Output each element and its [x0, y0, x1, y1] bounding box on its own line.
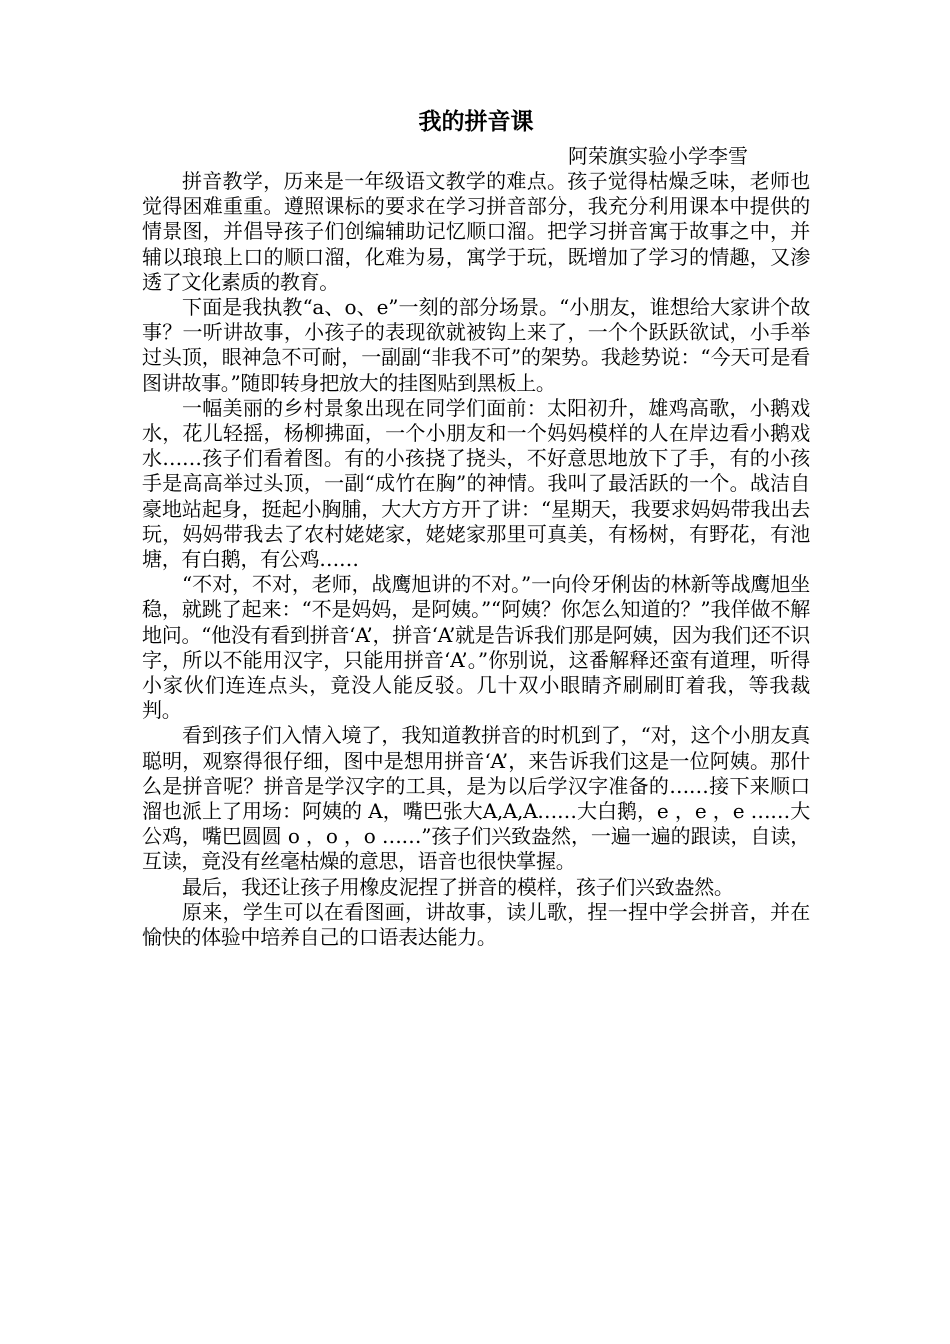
- paragraph-4: “不对，不对，老师，战鹰旭讲的不对。”一向伶牙俐齿的林新等战鹰旭坐稳，就跳了起来：“不是妈妈，是阿姨。”“阿姨？你怎么知道的？”我佯做不解地问。“他没有看到拼音‘A’，拼音‘A’就是告诉我们那是阿姨，因为我们还不识字，所以不能用汉字，只能用拼音‘A’。”你别说，这番解释还蛮有道理，听得小家伙们连连点头，竟没人能反驳。几十双小眼睛齐刷刷盯着我，等我裁判。: [142, 572, 810, 723]
- paragraph-1: 拼音教学，历来是一年级语文教学的难点。孩子觉得枯燥乏味，老师也觉得困难重重。遵照课标的要求在学习拼音部分，我充分利用课本中提供的情景图，并倡导孩子们创编辅助记忆顺口溜。把学习拼音寓于故事之中，并辅以琅琅上口的顺口溜，化难为易，寓学于玩，既增加了学习的情趣，又渗透了文化素质的教育。: [142, 169, 810, 294]
- document-page: [142, 105, 810, 950]
- paragraph-5: 看到孩子们入情入境了，我知道教拼音的时机到了，“对，这个小朋友真聪明，观察得很仔细，图中是想用拼音‘A’，来告诉我们这是一位阿姨。那什么是拼音呢？拼音是学汉字的工具，是为以后学汉字准备的……接下来顺口溜也派上了用场：阿姨的 A，嘴巴张大A,A,A……大白鹅，e ，e ，e ……大公鸡，嘴巴圆圆 o ，o ，o ……”孩子们兴致盎然，一遍一遍的跟读，自读，互读，竟没有丝毫枯燥的意思，语音也很快掌握。: [142, 723, 810, 874]
- paragraph-7: 原来，学生可以在看图画，讲故事，读儿歌，捏一捏中学会拼音，并在愉快的体验中培养自己的口语表达能力。: [142, 899, 810, 950]
- paragraph-2: 下面是我执教“a、o、e”一刻的部分场景。“小朋友，谁想给大家讲个故事？一听讲故事，小孩子的表现欲就被钩上来了，一个个跃跃欲试，小手举过头顶，眼神急不可耐，一副副“非我不可”的架势。我趁势说：“今天可是看图讲故事。”随即转身把放大的挂图贴到黑板上。: [142, 295, 810, 395]
- paragraph-3: 一幅美丽的乡村景象出现在同学们面前：太阳初升，雄鸡高歌，小鹅戏水，花儿轻摇，杨柳拂面，一个小朋友和一个妈妈模样的人在岸边看小鹅戏水……孩子们看着图。有的小孩挠了挠头，不好意思地放下了手，有的小孩手是高高举过头顶，一副“成竹在胸”的神情。我叫了最活跃的一个。战洁自豪地站起身，挺起小胸脯，大大方方开了讲：“星期天，我要求妈妈带我出去玩，妈妈带我去了农村姥姥家，姥姥家那里可真美，有杨树，有野花，有池塘，有白鹅，有公鸡……: [142, 395, 810, 572]
- paragraph-6: 最后，我还让孩子用橡皮泥捏了拼音的模样，孩子们兴致盎然。: [182, 874, 734, 899]
- document-author: 阿荣旗实验小学李雪: [568, 144, 748, 168]
- document-title: 我的拼音课: [418, 109, 534, 135]
